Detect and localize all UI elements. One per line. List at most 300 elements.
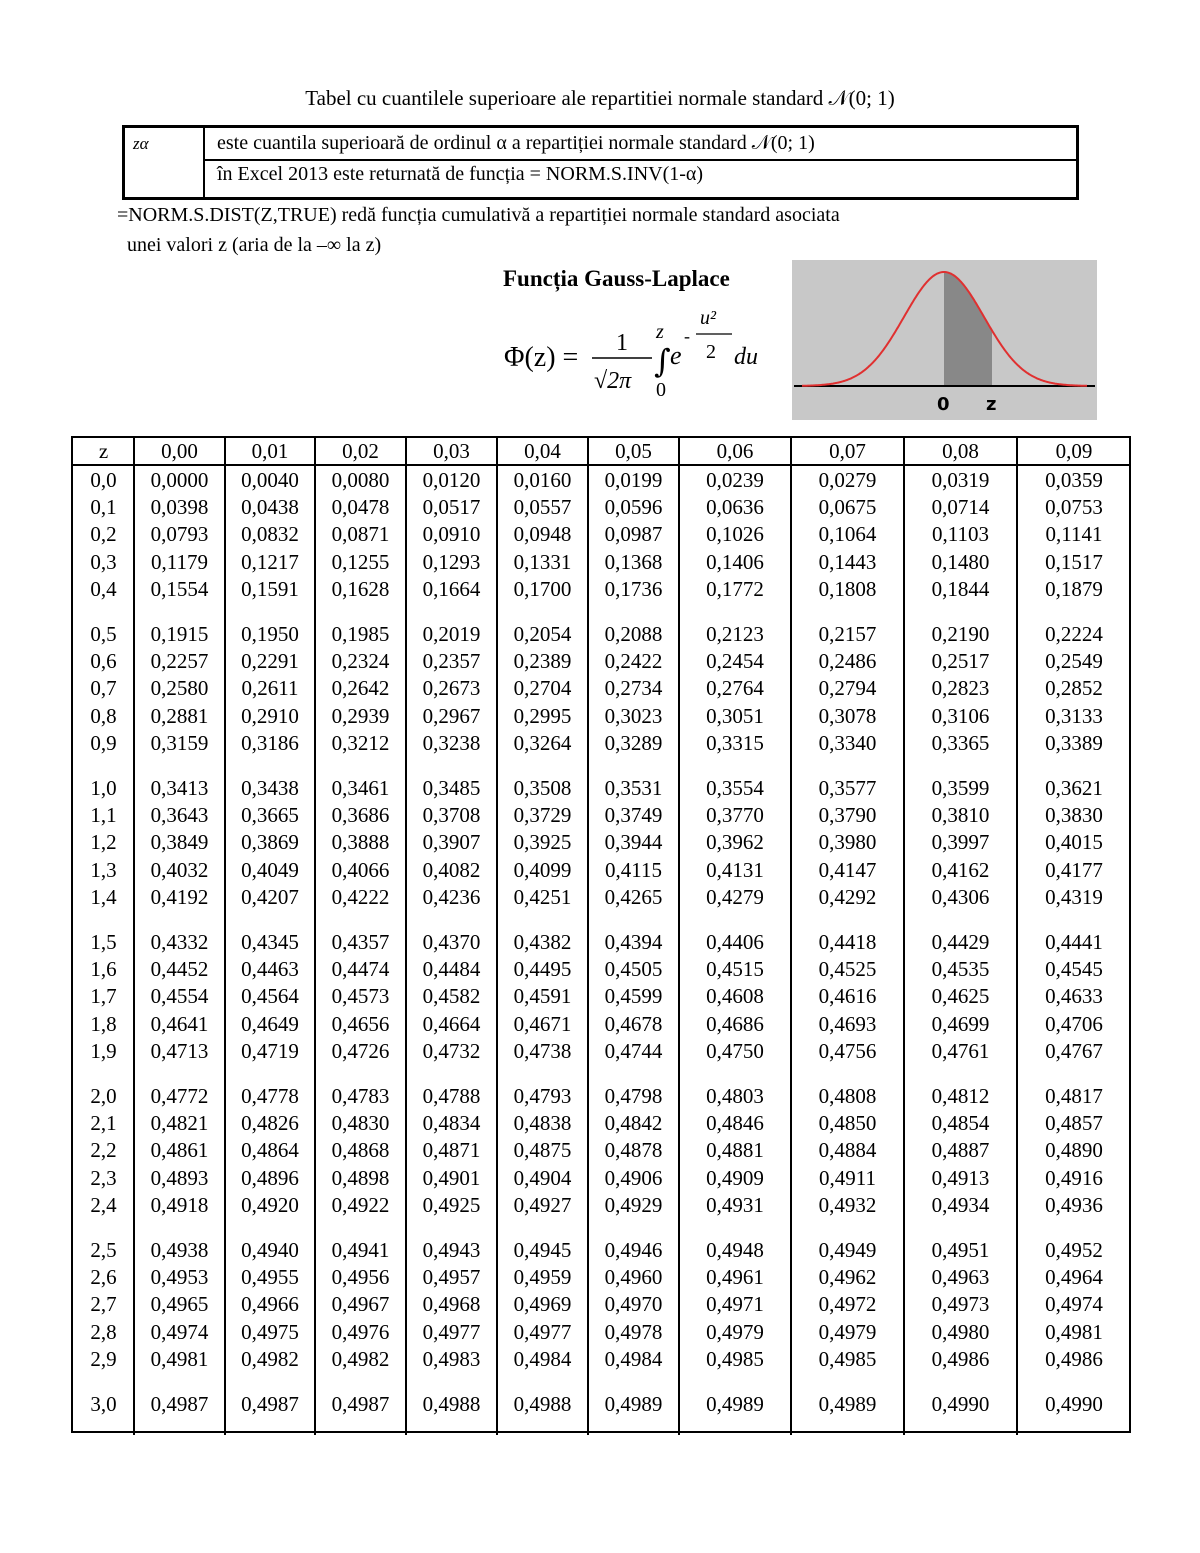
definition-box xyxy=(122,125,1079,200)
table-cell: 0,4177 xyxy=(1045,857,1103,882)
table-cell: 0,4875 xyxy=(513,1138,572,1163)
table-cell: 0,1217 xyxy=(241,549,299,574)
table-cell: 0,4988 xyxy=(513,1392,572,1416)
table-cell: 0,4608 xyxy=(706,984,764,1009)
table-cell: 0,1179 xyxy=(151,549,208,574)
table-cell: 0,2704 xyxy=(513,676,572,701)
table-cell: 0,2794 xyxy=(818,676,877,701)
table-cell: 0,3770 xyxy=(706,803,764,828)
table-cell: 0,3264 xyxy=(513,730,572,755)
table-cell: 0,4591 xyxy=(513,984,572,1009)
header-cell: 0,05 xyxy=(615,439,652,463)
header-cell: 0,06 xyxy=(716,439,754,463)
table-cell: 0,4463 xyxy=(241,957,299,982)
table-cell: 0,2257 xyxy=(150,649,209,674)
table-cell: 0,2422 xyxy=(604,649,663,674)
z-value-cell: 0,3 xyxy=(90,549,117,574)
table-cell: 0,4976 xyxy=(331,1319,390,1344)
page-title: Tabel cu cuantilele superioare ale repartitiei normale standard 𝒩(0; 1) xyxy=(305,86,895,110)
z-value-cell: 2,5 xyxy=(90,1238,117,1262)
table-cell: 0,4987 xyxy=(241,1392,299,1416)
table-cell: 0,3643 xyxy=(150,803,209,828)
table-cell: 0,2123 xyxy=(706,622,764,646)
table-cell: 0,4515 xyxy=(706,957,764,982)
table-cell: 0,4967 xyxy=(331,1292,390,1317)
table-cell: 0,4984 xyxy=(604,1346,663,1371)
table-cell: 0,3708 xyxy=(422,803,481,828)
table-cell: 0,3023 xyxy=(604,703,663,728)
table-cell: 0,3621 xyxy=(1045,776,1103,800)
table-cell: 0,2517 xyxy=(931,649,990,674)
table-cell: 0,1591 xyxy=(241,576,299,601)
table-cell: 0,4656 xyxy=(331,1011,390,1036)
lower-limit: 0 xyxy=(656,379,666,401)
table-cell: 0,4913 xyxy=(931,1165,990,1190)
table-cell: 0,4099 xyxy=(513,857,572,882)
table-cell: 0,1844 xyxy=(931,576,990,601)
table-cell: 0,2088 xyxy=(604,622,663,646)
table-cell: 0,4726 xyxy=(331,1038,390,1063)
table-cell: 0,4986 xyxy=(1045,1346,1103,1371)
z-value-cell: 2,1 xyxy=(90,1111,117,1136)
table-cell: 0,1368 xyxy=(604,549,663,574)
table-cell: 0,4761 xyxy=(931,1038,990,1063)
table-cell: 0,4713 xyxy=(150,1038,209,1063)
table-cell: 0,4332 xyxy=(150,930,209,954)
table-cell: 0,4830 xyxy=(331,1111,390,1136)
table-cell: 0,3962 xyxy=(706,830,764,855)
table-cell: 0,4948 xyxy=(706,1238,764,1262)
table-cell: 0,4812 xyxy=(931,1084,990,1108)
table-cell: 0,2995 xyxy=(513,703,572,728)
table-cell: 0,4633 xyxy=(1045,984,1103,1009)
table-cell: 0,1293 xyxy=(422,549,481,574)
table-cell: 0,4474 xyxy=(331,957,390,982)
table-cell: 0,4989 xyxy=(706,1392,764,1416)
table-cell: 0,4941 xyxy=(331,1238,390,1262)
table-cell: 0,4946 xyxy=(604,1238,663,1262)
table-cell: 0,4738 xyxy=(513,1038,572,1063)
z-value-cell: 0,9 xyxy=(90,730,117,755)
table-cell: 0,4918 xyxy=(150,1192,209,1217)
z-value-cell: 0,0 xyxy=(90,468,117,492)
table-cell: 0,4977 xyxy=(513,1319,572,1344)
table-cell: 0,4783 xyxy=(331,1084,390,1108)
table-cell: 0,4925 xyxy=(422,1192,481,1217)
table-cell: 0,4989 xyxy=(818,1392,877,1416)
table-cell: 0,4898 xyxy=(331,1165,390,1190)
table-cell: 0,4968 xyxy=(422,1292,481,1317)
table-cell: 0,4984 xyxy=(513,1346,572,1371)
table-cell: 0,2967 xyxy=(422,703,481,728)
note-line-2: unei valori z (aria de la –∞ la z) xyxy=(127,234,382,256)
table-cell: 0,4922 xyxy=(331,1192,390,1217)
table-cell: 0,4931 xyxy=(706,1192,764,1217)
z-value-cell: 1,9 xyxy=(90,1038,117,1063)
table-cell: 0,0871 xyxy=(331,522,390,547)
table-cell: 0,4265 xyxy=(604,884,663,909)
table-cell: 0,4951 xyxy=(931,1238,990,1262)
table-cell: 0,4985 xyxy=(706,1346,764,1371)
quantile-symbol: zα xyxy=(125,128,205,197)
table-cell: 0,4625 xyxy=(931,984,990,1009)
table-cell: 0,4649 xyxy=(241,1011,299,1036)
table-cell: 0,4147 xyxy=(818,857,877,882)
exp-base: e xyxy=(670,341,682,370)
table-cell: 0,1628 xyxy=(331,576,390,601)
table-cell: 0,4382 xyxy=(513,930,572,954)
table-cell: 0,4909 xyxy=(706,1165,764,1190)
table-cell: 0,4990 xyxy=(931,1392,990,1416)
table-cell: 0,4884 xyxy=(818,1138,877,1163)
table-cell: 0,0478 xyxy=(331,495,390,520)
table-cell: 0,4236 xyxy=(422,884,481,909)
table-cell: 0,0160 xyxy=(513,468,572,492)
table-cell: 0,4957 xyxy=(422,1265,481,1290)
table-cell: 0,4929 xyxy=(604,1192,663,1217)
table-cell: 0,2764 xyxy=(706,676,764,701)
table-cell: 0,4767 xyxy=(1045,1038,1103,1063)
table-cell: 0,4345 xyxy=(241,930,299,954)
table-cell: 0,4641 xyxy=(150,1011,209,1036)
table-cell: 0,4554 xyxy=(150,984,209,1009)
table-cell: 0,4864 xyxy=(241,1138,299,1163)
table-cell: 0,3686 xyxy=(331,803,390,828)
table-cell: 0,3078 xyxy=(818,703,877,728)
table-cell: 0,0359 xyxy=(1045,468,1103,492)
table-cell: 0,4981 xyxy=(1045,1319,1103,1344)
z-value-cell: 1,4 xyxy=(90,884,117,909)
table-cell: 0,4985 xyxy=(818,1346,877,1371)
table-cell: 0,0557 xyxy=(513,495,572,520)
table-cell: 0,4945 xyxy=(513,1238,572,1262)
table-cell: 0,4678 xyxy=(604,1011,663,1036)
excel-note xyxy=(117,200,1067,260)
table-cell: 0,1985 xyxy=(331,622,390,646)
table-cell: 0,3106 xyxy=(931,703,990,728)
table-cell: 0,2324 xyxy=(331,649,390,674)
table-cell: 0,4616 xyxy=(818,984,877,1009)
z-value-cell: 0,2 xyxy=(90,522,117,547)
table-cell: 0,4452 xyxy=(150,957,209,982)
table-cell: 0,4793 xyxy=(513,1084,572,1108)
table-cell: 0,4664 xyxy=(422,1011,481,1036)
table-cell: 0,1879 xyxy=(1045,576,1103,601)
table-cell: 0,3869 xyxy=(241,830,299,855)
table-cell: 0,0040 xyxy=(241,468,299,492)
gauss-laplace-formula xyxy=(500,296,785,406)
table-cell: 0,4686 xyxy=(706,1011,764,1036)
table-cell: 0,1554 xyxy=(150,576,209,601)
table-cell: 0,2357 xyxy=(422,649,481,674)
table-cell: 0,4961 xyxy=(706,1265,764,1290)
table-cell: 0,1103 xyxy=(932,522,989,547)
table-cell: 0,3186 xyxy=(241,730,299,755)
table-cell: 0,3997 xyxy=(931,830,990,855)
header-cell: 0,04 xyxy=(524,439,561,463)
upper-limit: z xyxy=(656,321,664,343)
z-value-cell: 1,1 xyxy=(90,803,117,828)
table-cell: 0,4545 xyxy=(1045,957,1103,982)
table-cell: 0,2190 xyxy=(931,622,990,646)
table-cell: 0,4904 xyxy=(513,1165,572,1190)
z-value-cell: 0,5 xyxy=(90,622,117,646)
table-cell: 0,4798 xyxy=(604,1084,663,1108)
table-cell: 0,4920 xyxy=(241,1192,299,1217)
table-cell: 0,3749 xyxy=(604,803,663,828)
table-cell: 0,4871 xyxy=(422,1138,481,1163)
table-cell: 0,3508 xyxy=(513,776,572,800)
table-cell: 0,0636 xyxy=(706,495,764,520)
table-cell: 0,3389 xyxy=(1045,730,1103,755)
z-value-cell: 1,0 xyxy=(90,776,117,800)
table-cell: 0,4756 xyxy=(818,1038,877,1063)
table-cell: 0,4893 xyxy=(150,1165,209,1190)
table-cell: 0,0120 xyxy=(422,468,481,492)
definition-line-2: în Excel 2013 este returnată de funcția = NORM.S.INV(1-α) xyxy=(217,163,704,185)
table-cell: 0,4982 xyxy=(241,1346,299,1371)
z-value-cell: 1,7 xyxy=(90,984,117,1009)
table-cell: 0,3554 xyxy=(706,776,764,800)
z-value-cell: 2,0 xyxy=(90,1084,117,1108)
header-cell: 0,01 xyxy=(251,439,289,463)
table-cell: 0,4370 xyxy=(422,930,481,954)
table-cell: 0,0517 xyxy=(422,495,481,520)
table-cell: 0,2486 xyxy=(818,649,877,674)
z-value-cell: 0,6 xyxy=(90,649,117,674)
table-cell: 0,4429 xyxy=(931,930,990,954)
table-cell: 0,2939 xyxy=(331,703,390,728)
table-cell: 0,4953 xyxy=(150,1265,209,1290)
table-cell: 0,4975 xyxy=(241,1319,299,1344)
z-value-cell: 0,7 xyxy=(90,676,117,701)
table-cell: 0,4963 xyxy=(931,1265,990,1290)
table-cell: 0,4131 xyxy=(706,857,764,882)
table-cell: 0,1950 xyxy=(241,622,299,646)
table-cell: 0,3888 xyxy=(331,830,390,855)
header-cell: 0,02 xyxy=(342,439,379,463)
table-cell: 0,4699 xyxy=(931,1011,990,1036)
table-cell: 0,4082 xyxy=(422,857,481,882)
table-cell: 0,0398 xyxy=(150,495,209,520)
table-cell: 0,2389 xyxy=(513,649,572,674)
table-cell: 0,4115 xyxy=(605,857,662,882)
z-value-cell: 2,6 xyxy=(90,1265,117,1290)
z-value-cell: 2,4 xyxy=(90,1192,117,1217)
table-cell: 0,0438 xyxy=(241,495,299,520)
formula-numerator: 1 xyxy=(616,330,628,356)
table-cell: 0,0910 xyxy=(422,522,481,547)
table-cell: 0,3238 xyxy=(422,730,481,755)
z-value-cell: 3,0 xyxy=(90,1392,117,1416)
table-cell: 0,4319 xyxy=(1045,884,1103,909)
table-cell: 0,3340 xyxy=(818,730,877,755)
table-cell: 0,3438 xyxy=(241,776,299,800)
table-cell: 0,4772 xyxy=(150,1084,209,1108)
table-cell: 0,4495 xyxy=(513,957,572,982)
table-cell: 0,2642 xyxy=(331,676,390,701)
table-cell: 0,1517 xyxy=(1045,549,1103,574)
table-cell: 0,4977 xyxy=(422,1319,481,1344)
table-cell: 0,2852 xyxy=(1045,676,1103,701)
table-cell: 0,4979 xyxy=(706,1319,764,1344)
table-cell: 0,0596 xyxy=(604,495,663,520)
table-cell: 0,4901 xyxy=(422,1165,481,1190)
table-cell: 0,4988 xyxy=(422,1392,481,1416)
normal-curve-figure xyxy=(792,260,1097,420)
table-cell: 0,3461 xyxy=(331,776,390,800)
exp-minus: - xyxy=(684,326,690,346)
table-cell: 0,4938 xyxy=(150,1238,209,1262)
table-cell: 0,4803 xyxy=(706,1084,764,1108)
table-cell: 0,4943 xyxy=(422,1238,481,1262)
table-cell: 0,4778 xyxy=(241,1084,299,1108)
table-cell: 0,4279 xyxy=(706,884,764,909)
table-cell: 0,2673 xyxy=(422,676,481,701)
table-cell: 0,4980 xyxy=(931,1319,990,1344)
table-cell: 0,1026 xyxy=(706,522,764,547)
table-cell: 0,4911 xyxy=(819,1165,876,1190)
table-cell: 0,4732 xyxy=(422,1038,481,1063)
differential: du xyxy=(734,344,758,370)
table-cell: 0,4927 xyxy=(513,1192,572,1217)
table-cell: 0,3665 xyxy=(241,803,299,828)
gauss-laplace-heading: Funcția Gauss-Laplace xyxy=(503,266,730,291)
table-cell: 0,4969 xyxy=(513,1292,572,1317)
table-cell: 0,3531 xyxy=(604,776,663,800)
table-cell: 0,4981 xyxy=(150,1346,209,1371)
table-cell: 0,4868 xyxy=(331,1138,390,1163)
table-cell: 0,4582 xyxy=(422,984,481,1009)
table-cell: 0,4032 xyxy=(150,857,209,882)
table-cell: 0,3944 xyxy=(604,830,663,855)
table-cell: 0,4573 xyxy=(331,984,390,1009)
z-value-cell: 1,6 xyxy=(90,957,117,982)
table-cell: 0,3599 xyxy=(931,776,990,800)
table-cell: 0,4932 xyxy=(818,1192,877,1217)
table-cell: 0,4066 xyxy=(331,857,390,882)
table-cell: 0,4973 xyxy=(931,1292,990,1317)
table-cell: 0,4978 xyxy=(604,1319,663,1344)
table-cell: 0,4971 xyxy=(706,1292,764,1317)
z-table xyxy=(71,436,1131,1433)
table-cell: 0,4896 xyxy=(241,1165,299,1190)
table-cell: 0,4965 xyxy=(150,1292,209,1317)
table-cell: 0,4834 xyxy=(422,1111,481,1136)
table-cell: 0,0279 xyxy=(818,468,877,492)
table-cell: 0,2157 xyxy=(818,622,877,646)
table-cell: 0,4949 xyxy=(818,1238,877,1262)
table-cell: 0,4850 xyxy=(818,1111,877,1136)
table-cell: 0,4292 xyxy=(818,884,877,909)
table-cell: 0,4972 xyxy=(818,1292,877,1317)
table-cell: 0,4964 xyxy=(1045,1265,1103,1290)
table-cell: 0,0714 xyxy=(931,495,990,520)
table-cell: 0,2454 xyxy=(706,649,764,674)
table-cell: 0,3133 xyxy=(1045,703,1103,728)
table-cell: 0,4418 xyxy=(818,930,877,954)
table-cell: 0,1443 xyxy=(818,549,877,574)
table-cell: 0,3413 xyxy=(150,776,209,800)
table-cell: 0,0199 xyxy=(604,468,663,492)
table-cell: 0,4878 xyxy=(604,1138,663,1163)
z-value-cell: 1,2 xyxy=(90,830,117,855)
table-cell: 0,4982 xyxy=(331,1346,390,1371)
table-cell: 0,0000 xyxy=(150,468,209,492)
z-value-cell: 2,8 xyxy=(90,1319,117,1344)
table-cell: 0,4987 xyxy=(150,1392,209,1416)
z-value-cell: 1,8 xyxy=(90,1011,117,1036)
table-cell: 0,1664 xyxy=(422,576,481,601)
table-cell: 0,4015 xyxy=(1045,830,1103,855)
table-cell: 0,4441 xyxy=(1045,930,1103,954)
table-cell: 0,4049 xyxy=(241,857,299,882)
table-cell: 0,4222 xyxy=(331,884,390,909)
table-cell: 0,1736 xyxy=(604,576,663,601)
table-cell: 0,4808 xyxy=(818,1084,877,1108)
table-cell: 0,4207 xyxy=(241,884,299,909)
table-cell: 0,4861 xyxy=(150,1138,209,1163)
table-cell: 0,4788 xyxy=(422,1084,481,1108)
table-cell: 0,4842 xyxy=(604,1111,663,1136)
z-value-cell: 2,9 xyxy=(90,1346,117,1371)
table-cell: 0,1808 xyxy=(818,576,877,601)
table-cell: 0,4744 xyxy=(604,1038,663,1063)
table-cell: 0,4750 xyxy=(706,1038,764,1063)
table-cell: 0,4817 xyxy=(1045,1084,1103,1108)
table-cell: 0,4962 xyxy=(818,1265,877,1290)
table-cell: 0,2881 xyxy=(150,703,209,728)
table-cell: 0,4192 xyxy=(150,884,209,909)
table-cell: 0,1700 xyxy=(513,576,572,601)
table-cell: 0,2224 xyxy=(1045,622,1103,646)
header-cell: 0,09 xyxy=(1055,439,1093,463)
table-cell: 0,1064 xyxy=(818,522,877,547)
table-cell: 0,4406 xyxy=(706,930,764,954)
table-cell: 0,4505 xyxy=(604,957,663,982)
table-cell: 0,4979 xyxy=(818,1319,877,1344)
table-cell: 0,3980 xyxy=(818,830,877,855)
table-cell: 0,4955 xyxy=(241,1265,299,1290)
table-cell: 0,3907 xyxy=(422,830,481,855)
table-cell: 0,4986 xyxy=(931,1346,990,1371)
table-cell: 0,3365 xyxy=(931,730,990,755)
label-z: z xyxy=(986,394,997,415)
table-cell: 0,0753 xyxy=(1045,495,1103,520)
table-cell: 0,3577 xyxy=(818,776,877,800)
table-cell: 0,3051 xyxy=(706,703,764,728)
table-cell: 0,4990 xyxy=(1045,1392,1103,1416)
table-cell: 0,4854 xyxy=(931,1111,990,1136)
table-cell: 0,4564 xyxy=(241,984,299,1009)
formula-denominator: √2π xyxy=(594,368,632,394)
table-cell: 0,4821 xyxy=(150,1111,209,1136)
table-cell: 0,4826 xyxy=(241,1111,299,1136)
header-cell: z xyxy=(98,439,109,463)
table-cell: 0,4952 xyxy=(1045,1238,1103,1262)
table-cell: 0,4357 xyxy=(331,930,390,954)
table-cell: 0,0080 xyxy=(331,468,390,492)
table-cell: 0,4890 xyxy=(1045,1138,1103,1163)
table-cell: 0,2823 xyxy=(931,676,990,701)
table-cell: 0,4966 xyxy=(241,1292,299,1317)
table-cell: 0,3159 xyxy=(150,730,209,755)
table-cell: 0,4693 xyxy=(818,1011,877,1036)
table-cell: 0,1480 xyxy=(931,549,990,574)
table-cell: 0,4987 xyxy=(331,1392,390,1416)
z-value-cell: 0,8 xyxy=(90,703,117,728)
table-cell: 0,4906 xyxy=(604,1165,663,1190)
